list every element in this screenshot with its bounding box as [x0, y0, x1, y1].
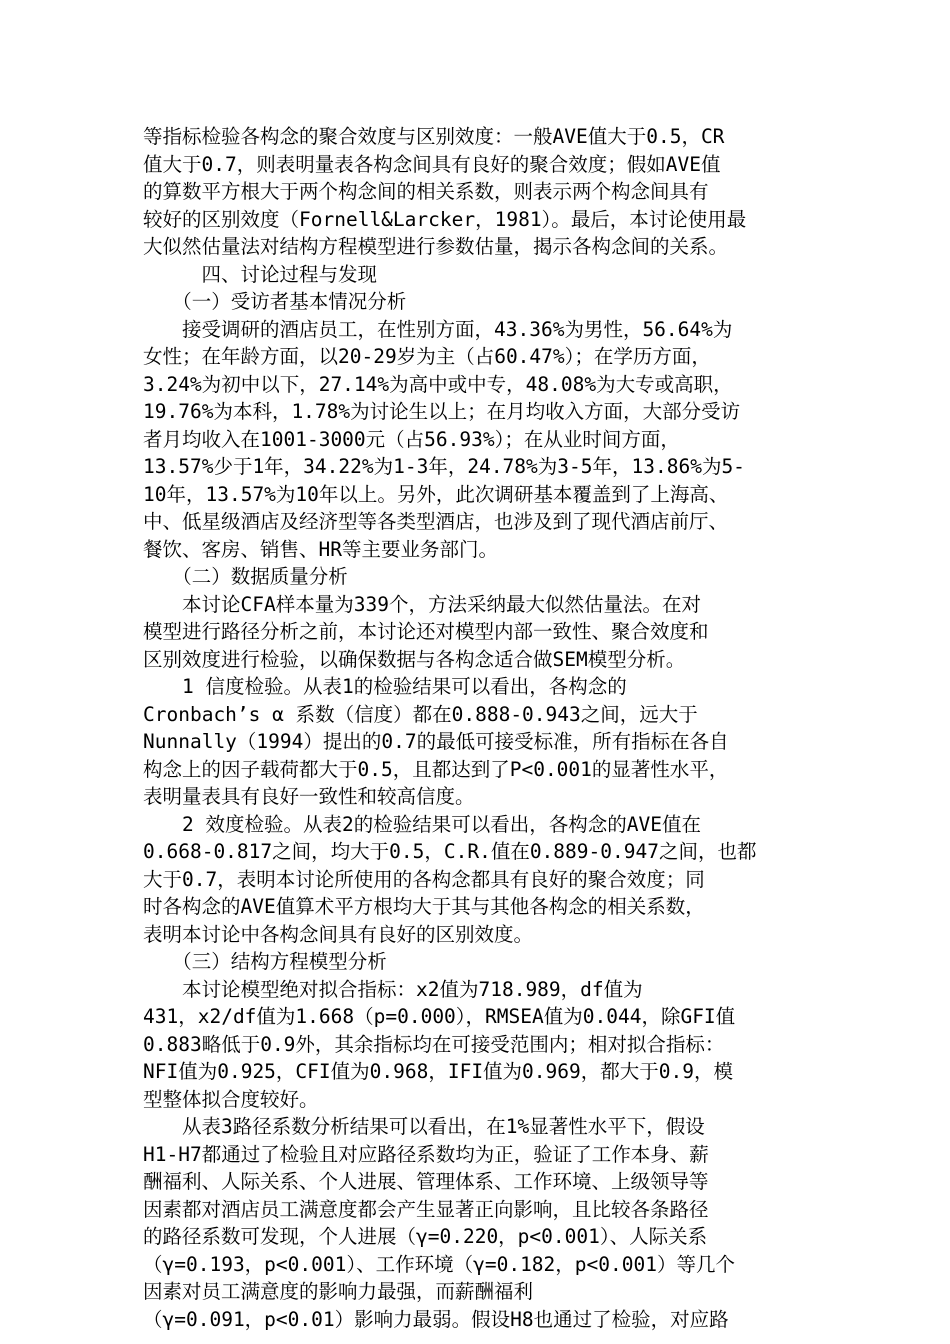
text-line: 因素都对酒店员工满意度都会产生显著正向影响，且比较各条路径: [143, 1197, 709, 1221]
text-line: 餐饮、客房、销售、HR等主要业务部门。: [143, 537, 498, 561]
subsection-heading: （三）结构方程模型分析: [143, 950, 387, 973]
text-line: 1 信度检验。从表1的检验结果可以看出，各构念的: [143, 675, 627, 698]
text-line: NFI值为0.925，CFI值为0.968，IFI值为0.969，都大于0.9，模: [143, 1060, 733, 1083]
text-line: 模型进行路径分析之前，本讨论还对模型内部一致性、聚合效度和: [143, 620, 709, 643]
text-line: 19.76%为本科，1.78%为讨论生以上；在月均收入方面，大部分受访: [143, 400, 741, 423]
text-line: 431，x2/df值为1.668（p=0.000），RMSEA值为0.044，除GFI值: [143, 1005, 736, 1028]
text-line: 区别效度进行检验，以确保数据与各构念适合做SEM模型分析。: [143, 647, 686, 671]
text-line: 0.668-0.817之间，均大于0.5，C.R.值在0.889-0.947之间，也都: [143, 840, 757, 863]
text-line: 从表3路径系数分析结果可以看出，在1%显著性水平下，假设: [143, 1115, 705, 1138]
text-line: 型整体拟合度较好。: [143, 1087, 319, 1111]
text-line: （γ=0.193，p<0.001）、工作环境（γ=0.182，p<0.001）等几个: [143, 1252, 735, 1276]
text-line: 时各构念的AVE值算术平方根均大于其与其他各构念的相关系数，: [143, 895, 705, 918]
text-line: 等指标检验各构念的聚合效度与区别效度：一般AVE值大于0.5，CR: [143, 125, 725, 148]
text-line: 大于0.7，表明本讨论所使用的各构念都具有良好的聚合效度；同: [143, 867, 705, 891]
text-line: 女性；在年龄方面，以20-29岁为主（占60.47%）；在学历方面，: [143, 345, 711, 368]
text-line: 13.57%少于1年，34.22%为1-3年，24.78%为3-5年，13.86%为5-: [143, 455, 745, 478]
text-line: 本讨论模型绝对拟合指标：x2值为718.989，df值为: [143, 977, 643, 1001]
text-line: 大似然估量法对结构方程模型进行参数估量，揭示各构念间的关系。: [143, 235, 729, 258]
text-line: 因素对员工满意度的影响力最强，而薪酬福利: [143, 1280, 534, 1303]
text-line: 3.24%为初中以下，27.14%为高中或中专，48.08%为大专或高职，: [143, 372, 733, 396]
text-line: 的路径系数可发现，个人进展（γ=0.220，p<0.001）、人际关系: [143, 1225, 708, 1248]
text-line: 表明量表具有良好一致性和较高信度。: [143, 785, 475, 808]
text-line: 中、低星级酒店及经济型等各类型酒店，也涉及到了现代酒店前厅、: [143, 510, 729, 533]
text-line: 2 效度检验。从表2的检验结果可以看出，各构念的AVE值在: [143, 812, 701, 836]
text-line: 接受调研的酒店员工，在性别方面，43.36%为男性，56.64%为: [143, 317, 733, 341]
subsection-heading: （一）受访者基本情况分析: [143, 290, 407, 313]
text-line: 者月均收入在1001-3000元（占56.93%）；在从业时间方面，: [143, 427, 680, 451]
text-line: 构念上的因子载荷都大于0.5，且都达到了P<0.001的显著性水平，: [143, 757, 729, 781]
subsection-heading: （二）数据质量分析: [143, 565, 348, 588]
body-text: [143, 123, 807, 1333]
text-line: 表明本讨论中各构念间具有良好的区别效度。: [143, 922, 534, 946]
text-line: 本讨论CFA样本量为339个，方法采纳最大似然估量法。在对: [143, 592, 701, 616]
text-line: Nunnally（1994）提出的0.7的最低可接受标准，所有指标在各自: [143, 730, 729, 753]
text-line: Cronbach’s α 系数（信度）都在0.888-0.943之间，远大于: [143, 702, 698, 726]
text-line: 10年，13.57%为10年以上。另外，此次调研基本覆盖到了上海高、: [143, 482, 729, 506]
text-line: 酬福利、人际关系、个人进展、管理体系、工作环境、上级领导等: [143, 1170, 709, 1193]
text-line: 值大于0.7，则表明量表各构念间具有良好的聚合效度；假如AVE值: [143, 152, 721, 176]
text-line: H1-H7都通过了检验且对应路径系数均为正，验证了工作本身、薪: [143, 1142, 709, 1166]
text-line: 的算数平方根大于两个构念间的相关系数，则表示两个构念间具有: [143, 180, 709, 203]
text-line: 较好的区别效度（Fornell&Larcker，1981）。最后，本讨论使用最: [143, 207, 747, 231]
text-line: （γ=0.091，p<0.01）影响力最弱。假设H8也通过了检验，对应路: [143, 1307, 729, 1331]
section-heading: 四、讨论过程与发现: [143, 262, 378, 286]
text-line: 0.883略低于0.9外，其余指标均在可接受范围内；相对拟合指标：: [143, 1032, 725, 1056]
